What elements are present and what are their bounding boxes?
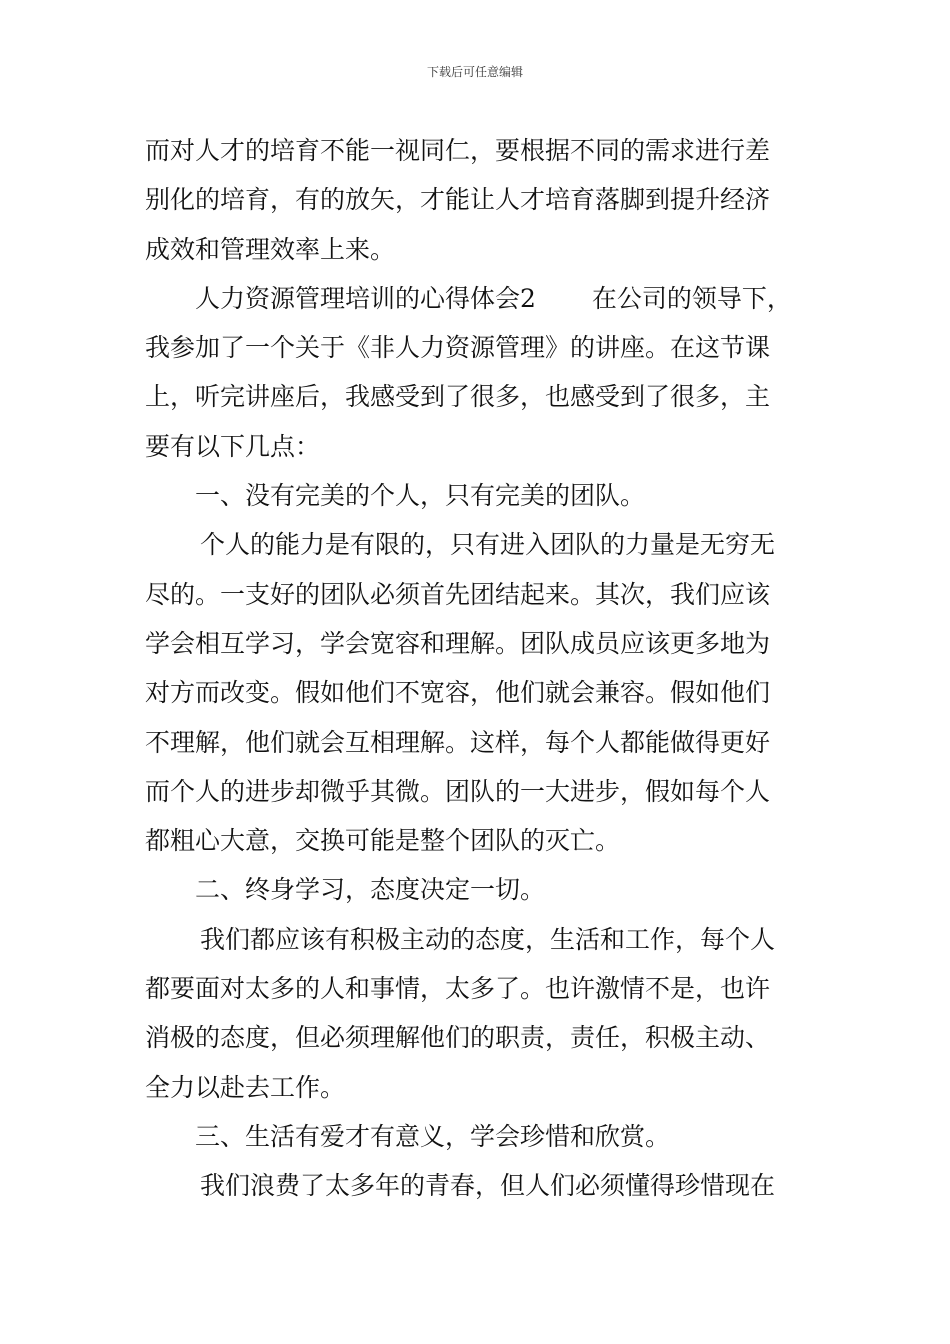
text-line: 我们浪费了太多年的青春，但人们必须懂得珍惜现在	[200, 1171, 776, 1201]
text-line: 尽的。一支好的团队必须首先团结起来。其次，我们应该	[145, 579, 771, 609]
text-line: 我们都应该有积极主动的态度，生活和工作，每个人	[200, 924, 776, 954]
text-line: 个人的能力是有限的，只有进入团队的力量是无穷无	[200, 530, 776, 560]
text-line: 都要面对太多的人和事情，太多了。也许激情不是，也许	[145, 974, 771, 1004]
text-line: 对方而改变。假如他们不宽容，他们就会兼容。假如他们	[145, 678, 771, 708]
text-line: 别化的培育，有的放矢，才能让人才培育落脚到提升经济	[145, 185, 771, 215]
text-line: 上，听完讲座后，我感受到了很多，也感受到了很多，主	[145, 382, 771, 412]
section-heading-line	[145, 274, 810, 323]
text-line: 学会相互学习，学会宽容和理解。团队成员应该更多地为	[145, 628, 771, 658]
text-line: 消极的态度，但必须理解他们的职责，责任，积极主动、	[145, 1023, 771, 1053]
text-line: 成效和管理效率上来。	[145, 234, 396, 264]
text-line: 都粗心大意，交换可能是整个团队的灭亡。	[145, 826, 621, 856]
point-heading: 二、终身学习，态度决定一切。	[195, 875, 546, 905]
text-line: 不理解，他们就会互相理解。这样，每个人都能做得更好	[145, 727, 771, 757]
text-line: 而个人的进步却微乎其微。团队的一大进步，假如每个人	[145, 776, 771, 806]
text-line: 全力以赴去工作。	[145, 1072, 346, 1102]
document-body	[145, 126, 810, 1211]
text-line: 要有以下几点：	[145, 431, 321, 461]
text-line: 而对人才的培育不能一视同仁，要根据不同的需求进行差	[145, 136, 771, 165]
point-heading: 三、生活有爱才有意义，学会珍惜和欣赏。	[195, 1121, 671, 1151]
section-continuation: 在公司的领导下，	[591, 283, 792, 313]
point-heading: 一、没有完美的个人，只有完美的团队。	[195, 481, 646, 511]
section-title: 人力资源管理培训的心得体会2	[195, 283, 536, 313]
page-header: 下载后可任意编辑	[426, 65, 523, 79]
text-line: 我参加了一个关于《非人力资源管理》的讲座。在这节课	[145, 333, 771, 363]
